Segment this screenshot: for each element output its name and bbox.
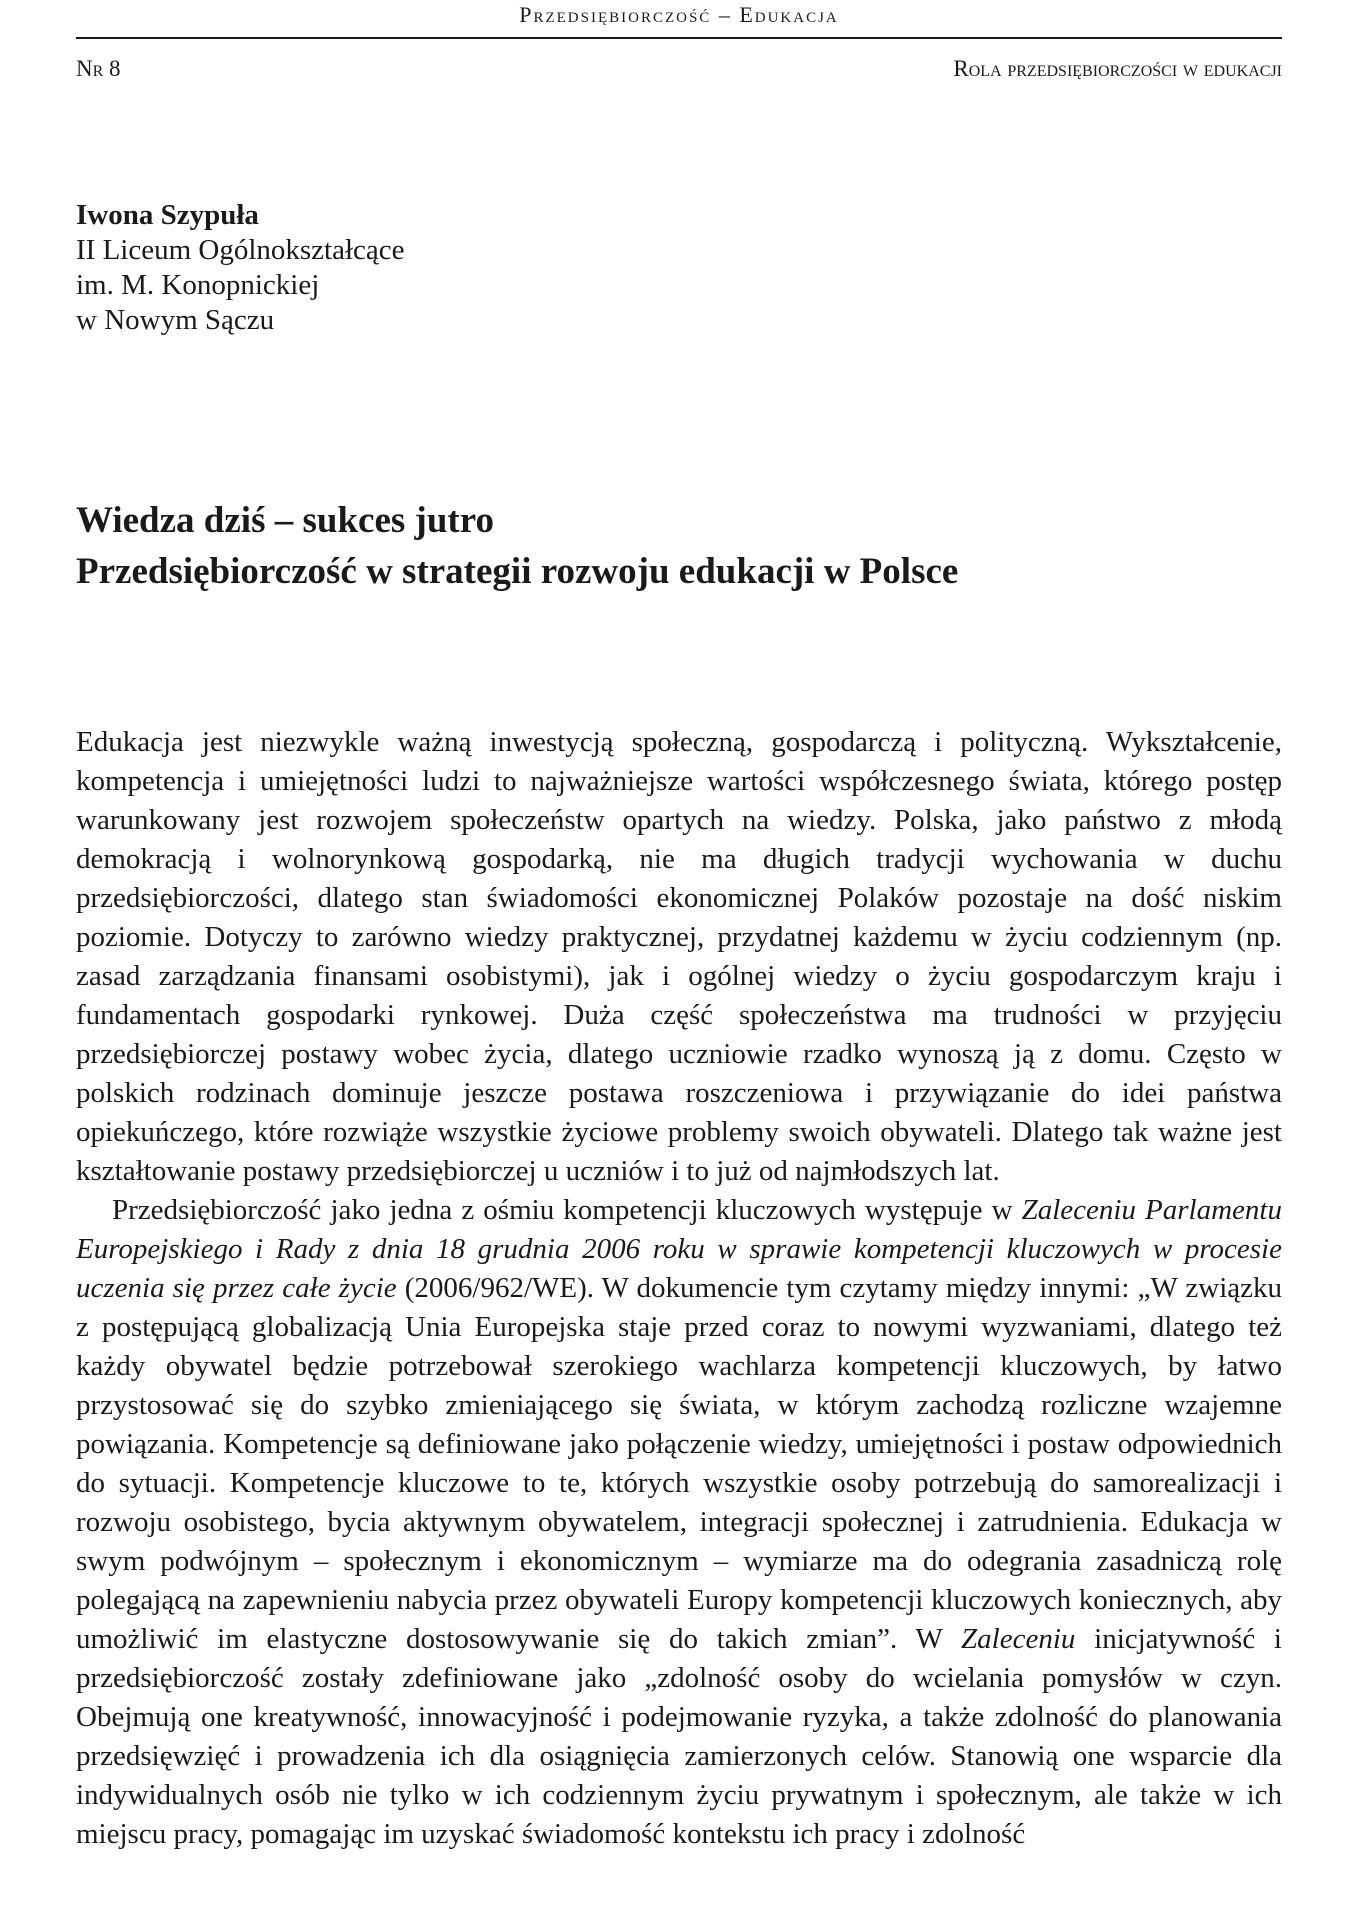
paragraph-2-emphasis-2: Zaleceniu xyxy=(961,1623,1076,1655)
paragraph-2 xyxy=(76,1191,1282,1854)
article-title-line-2: Przedsiębiorczość w strategii rozwoju edukacji w Polsce xyxy=(76,551,959,592)
author-affiliation-2: im. M. Konopnickiej xyxy=(76,269,320,301)
paragraph-2-text-a: Przedsiębiorczość jako jedna z ośmiu kompetencji kluczowych występuje w xyxy=(112,1194,1022,1226)
issue-number: Nr 8 xyxy=(76,56,121,81)
author-name: Iwona Szypuła xyxy=(76,199,259,231)
section-title: Rola przedsiębiorczości w edukacji xyxy=(953,56,1282,81)
author-affiliation-1: II Liceum Ogólnokształcące xyxy=(76,234,405,266)
journal-title: Przedsiębiorczość – Edukacja xyxy=(76,0,1282,39)
article-title-line-1: Wiedza dziś – sukces jutro xyxy=(76,500,494,541)
running-header xyxy=(76,56,1282,86)
paragraph-2-text-b: (2006/962/WE). W dokumencie tym czytamy między innymi: „W związku z postępującą globalizacją Unia Europejska staje przed coraz to nowymi wyzwaniami, dlatego też każdy obywatel będzie potrzebował szerokiego wachlarza kompetencji kluczowych, by łatwo przystosować się do szybko zmieniającego się świata, w którym zachodzą rozliczne wzajemne powiązania. Kompetencje są definiowane jako połączenie wiedzy, umiejętności i postaw odpowiednich do sytuacji. Kompetencje kluczowe to te, których wszystkie osoby potrzebują do samorealizacji i rozwoju osobistego, bycia aktywnym obywatelem, integracji społecznej i zatrudnienia. Edukacja w swym podwójnym – społecznym i ekonomicznym – wymiarze ma do odegrania zasadniczą rolę polegającą na zapewnieniu nabycia przez obywateli Europy kompetencji kluczowych koniecznych, aby umożliwić im elastyczne dostosowywanie się do takich zmian”. W xyxy=(76,1272,1282,1655)
author-block xyxy=(76,198,405,338)
paragraph-2-text-c: inicjatywność i przedsiębiorczość zostały zdefiniowane jako „zdolność osoby do wcielania pomysłów w czyn. Obejmują one kreatywność, innowacyjność i podejmowanie ryzyka, a także zdolność do planowania przedsięwzięć i prowadzenia ich dla osiągnięcia zamierzonych celów. Stanowią one wsparcie dla indywidualnych osób nie tylko w ich codziennym życiu prywatnym i społecznym, ale także w ich miejscu pracy, pomagając im uzyskać świadomość kontekstu ich pracy i zdolność xyxy=(76,1623,1282,1850)
article-title xyxy=(76,495,958,597)
paragraph-2-emphasis-1: Zaleceniu Parlamentu Europejskiego i Rady z dnia 18 grudnia 2006 roku w sprawie kompetencji kluczowych w procesie uczenia się przez całe życie xyxy=(76,1194,1282,1304)
author-affiliation-3: w Nowym Sączu xyxy=(76,304,275,336)
article-body xyxy=(76,723,1282,1854)
paragraph-1: Edukacja jest niezwykle ważną inwestycją społeczną, gospodarczą i polityczną. Wykształcenie, kompetencja i umiejętności ludzi to najważniejsze wartości współczesnego świata, którego postęp warunkowany jest rozwojem społeczeństw opartych na wiedzy. Polska, jako państwo z młodą demokracją i wolnorynkową gospodarką, nie ma długich tradycji wychowania w duchu przedsiębiorczości, dlatego stan świadomości ekonomicznej Polaków pozostaje na dość niskim poziomie. Dotyczy to zarówno wiedzy praktycznej, przydatnej każdemu w życiu codziennym (np. zasad zarządzania finansami osobistymi), jak i ogólnej wiedzy o życiu gospodarczym kraju i fundamentach gospodarki rynkowej. Duża część społeczeństwa ma trudności w przyjęciu przedsiębiorczej postawy wobec życia, dlatego uczniowie rzadko wynoszą ją z domu. Często w polskich rodzinach dominuje jeszcze postawa roszczeniowa i przywiązanie do idei państwa opiekuńczego, które rozwiąże wszystkie życiowe problemy swoich obywateli. Dlatego tak ważne jest kształtowanie postawy przedsiębiorczej u uczniów i to już od najmłodszych lat. xyxy=(76,726,1282,1187)
